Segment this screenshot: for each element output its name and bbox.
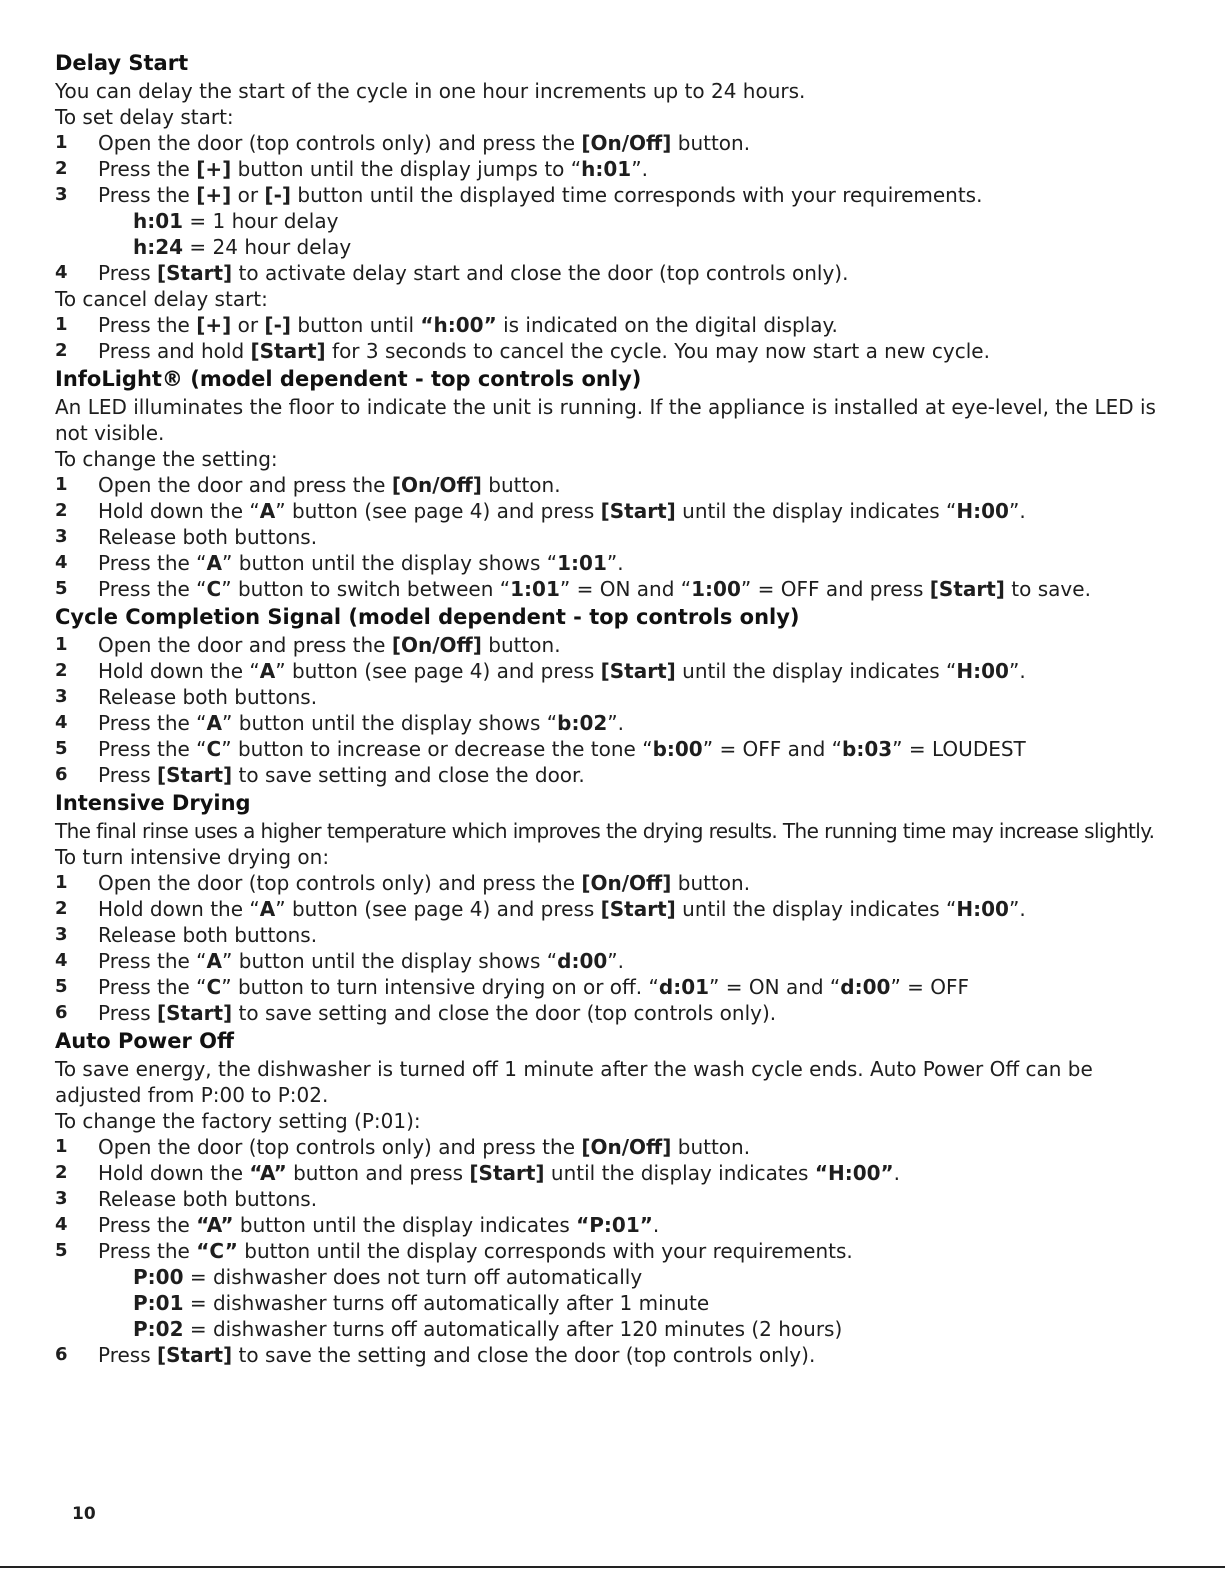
step-item — [55, 312, 1165, 338]
emphasis-text: [Start] — [600, 499, 676, 523]
step-number: 5 — [55, 738, 68, 759]
text-run: Press — [98, 1001, 157, 1025]
emphasis-text: A — [206, 949, 223, 973]
emphasis-text: b:00 — [652, 737, 703, 761]
text-run: button and press — [286, 1161, 470, 1185]
text-run: Hold down the “ — [98, 659, 260, 683]
section-heading: Intensive Drying — [55, 791, 251, 815]
step-text — [98, 130, 750, 156]
text-run: to activate delay start and close the door (top controls only). — [232, 261, 849, 285]
text-run: To save energy, the dishwasher is turned off 1 minute after the wash cycle ends. Auto Power Off can be adjusted from P:00 to P:02. — [55, 1057, 1093, 1107]
paragraph — [55, 286, 1165, 312]
step-number: 3 — [55, 924, 68, 945]
emphasis-text: “h:00” — [420, 313, 497, 337]
text-run: Open the door (top controls only) and press the — [98, 1135, 582, 1159]
step-item — [55, 1212, 1165, 1238]
step-item — [55, 498, 1165, 524]
text-run: To change the setting: — [55, 447, 278, 471]
text-run: Release both buttons. — [98, 1187, 318, 1211]
step-item — [55, 524, 1165, 550]
emphasis-text: [On/Off] — [581, 871, 672, 895]
text-run: until the display indicates — [544, 1161, 815, 1185]
step-number: 4 — [55, 552, 68, 573]
text-run: is indicated on the digital display. — [496, 313, 838, 337]
step-text — [98, 974, 969, 1000]
step-number: 2 — [55, 158, 68, 179]
step-item — [55, 130, 1165, 156]
emphasis-text: [On/Off] — [581, 131, 672, 155]
text-run: button until the display corresponds with your requirements. — [237, 1239, 853, 1263]
text-run: Press — [98, 261, 157, 285]
step-text — [98, 550, 624, 576]
section-infolight — [55, 364, 1165, 602]
step-text — [98, 684, 317, 710]
emphasis-text: [Start] — [600, 659, 676, 683]
text-run: Press the — [98, 183, 197, 207]
text-run: ”. — [631, 157, 648, 181]
text-run: ” button (see page 4) and press — [275, 897, 601, 921]
text-run: Press the “ — [98, 711, 207, 735]
text-run: button until the displayed time corresponds with your requirements. — [291, 183, 983, 207]
step-item — [55, 576, 1165, 602]
page-number: 10 — [72, 1504, 96, 1524]
text-run: Press the “ — [98, 975, 207, 999]
step-text — [98, 260, 848, 286]
text-run: . — [652, 1213, 660, 1237]
text-run: or — [231, 313, 265, 337]
text-run: Open the door and press the — [98, 473, 392, 497]
text-run: button. — [481, 633, 561, 657]
paragraph — [55, 394, 1165, 446]
text-run: Press and hold — [98, 339, 251, 363]
text-run: ” = OFF and press — [740, 577, 930, 601]
bottom-rule — [0, 1566, 1225, 1568]
section-heading: Auto Power Off — [55, 1029, 234, 1053]
step-text — [98, 762, 585, 788]
text-run: Press the — [98, 1239, 197, 1263]
text-run: Release both buttons. — [98, 923, 318, 947]
step-number: 2 — [55, 660, 68, 681]
setting-value-line — [55, 1264, 1165, 1290]
text-run: ” = LOUDEST — [892, 737, 1026, 761]
emphasis-text: [On/Off] — [391, 633, 482, 657]
emphasis-text: H:00 — [956, 499, 1009, 523]
text-run: button. — [671, 871, 751, 895]
step-text — [98, 1342, 815, 1368]
paragraph — [55, 844, 1165, 870]
text-run: = dishwasher turns off automatically after 1 minute — [183, 1291, 710, 1315]
step-number: 2 — [55, 898, 68, 919]
text-run: for 3 seconds to cancel the cycle. You may now start a new cycle. — [325, 339, 990, 363]
text-run: ” button until the display shows “ — [222, 551, 558, 575]
emphasis-text: h:01 — [581, 157, 632, 181]
text-run: ” button to switch between “ — [221, 577, 511, 601]
text-run: button. — [671, 131, 751, 155]
emphasis-text: [Start] — [600, 897, 676, 921]
step-text — [98, 632, 561, 658]
step-number: 2 — [55, 1162, 68, 1183]
text-run: button. — [671, 1135, 751, 1159]
emphasis-text: [Start] — [157, 763, 233, 787]
emphasis-text: A — [206, 711, 223, 735]
text-run: to save. — [1004, 577, 1091, 601]
step-text — [98, 1160, 900, 1186]
text-run: Press the — [98, 313, 197, 337]
emphasis-text: P:02 — [133, 1317, 184, 1341]
step-text — [98, 658, 1026, 684]
step-number: 5 — [55, 976, 68, 997]
emphasis-text: [On/Off] — [391, 473, 482, 497]
emphasis-text: [Start] — [929, 577, 1005, 601]
emphasis-text: h:24 — [133, 235, 184, 259]
text-run: button until the display jumps to “ — [231, 157, 582, 181]
step-number: 5 — [55, 1240, 68, 1261]
step-item — [55, 684, 1165, 710]
text-run: to save the setting and close the door (top controls only). — [232, 1343, 816, 1367]
emphasis-text: P:01 — [133, 1291, 184, 1315]
emphasis-text: d:00 — [840, 975, 891, 999]
step-text — [98, 498, 1026, 524]
text-run: Press the — [98, 157, 197, 181]
step-number: 4 — [55, 712, 68, 733]
text-run: to save setting and close the door. — [232, 763, 585, 787]
step-number: 6 — [55, 764, 68, 785]
step-item — [55, 632, 1165, 658]
step-item — [55, 1238, 1165, 1264]
step-item — [55, 472, 1165, 498]
step-item — [55, 182, 1165, 208]
emphasis-text: “C” — [196, 1239, 238, 1263]
step-number: 4 — [55, 1214, 68, 1235]
text-run: Press the “ — [98, 577, 207, 601]
step-item — [55, 338, 1165, 364]
step-number: 5 — [55, 578, 68, 599]
text-run: ” = ON and “ — [559, 577, 692, 601]
setting-value-line — [55, 1316, 1165, 1342]
text-run: Release both buttons. — [98, 685, 318, 709]
text-run: ”. — [1008, 659, 1026, 683]
text-run: Press the “ — [98, 949, 207, 973]
emphasis-text: [-] — [264, 313, 292, 337]
step-number: 1 — [55, 634, 68, 655]
step-number: 1 — [55, 872, 68, 893]
section-intensive-drying — [55, 788, 1165, 1026]
text-run: ” = OFF and “ — [702, 737, 843, 761]
step-item — [55, 1000, 1165, 1026]
text-run: until the display indicates “ — [675, 897, 957, 921]
step-number: 6 — [55, 1344, 68, 1365]
emphasis-text: [-] — [264, 183, 292, 207]
emphasis-text: “A” — [196, 1213, 234, 1237]
emphasis-text: C — [206, 975, 222, 999]
step-number: 3 — [55, 526, 68, 547]
emphasis-text: [Start] — [250, 339, 326, 363]
text-run: ” button until the display shows “ — [222, 949, 558, 973]
emphasis-text: “A” — [249, 1161, 287, 1185]
step-item — [55, 736, 1165, 762]
text-run: The final rinse uses a higher temperature which improves the drying results. The running time may increase slightly. — [55, 819, 1155, 843]
step-item — [55, 1186, 1165, 1212]
text-run: To cancel delay start: — [55, 287, 268, 311]
setting-value-line — [55, 234, 1165, 260]
emphasis-text: b:02 — [557, 711, 608, 735]
text-run: Hold down the — [98, 1161, 250, 1185]
step-text — [98, 948, 624, 974]
text-run: ”. — [607, 711, 624, 735]
step-text — [98, 1000, 776, 1026]
text-run: Press the “ — [98, 737, 207, 761]
section-heading: Cycle Completion Signal (model dependent - top controls only) — [55, 605, 800, 629]
text-run: button until the display indicates — [233, 1213, 577, 1237]
emphasis-text: P:00 — [133, 1265, 184, 1289]
step-text — [98, 472, 561, 498]
section-cycle-completion-signal — [55, 602, 1165, 788]
step-item — [55, 658, 1165, 684]
text-run: Hold down the “ — [98, 897, 260, 921]
text-run: ” = ON and “ — [709, 975, 841, 999]
emphasis-text: “H:00” — [814, 1161, 894, 1185]
step-item — [55, 1134, 1165, 1160]
step-item — [55, 896, 1165, 922]
emphasis-text: [Start] — [469, 1161, 545, 1185]
text-run: Hold down the “ — [98, 499, 260, 523]
step-text — [98, 312, 838, 338]
text-run: ”. — [606, 551, 624, 575]
paragraph — [55, 1108, 1165, 1134]
step-number: 4 — [55, 262, 68, 283]
paragraph — [55, 1056, 1165, 1108]
step-text — [98, 576, 1091, 602]
text-run: = 1 hour delay — [183, 209, 339, 233]
step-text — [98, 736, 1026, 762]
text-run: Open the door and press the — [98, 633, 392, 657]
text-run: ” button (see page 4) and press — [275, 659, 601, 683]
text-run: ” = OFF — [890, 975, 970, 999]
step-item — [55, 948, 1165, 974]
step-text — [98, 896, 1026, 922]
emphasis-text: A — [259, 499, 276, 523]
text-run: ” button (see page 4) and press — [275, 499, 601, 523]
step-number: 3 — [55, 1188, 68, 1209]
text-run: = 24 hour delay — [183, 235, 352, 259]
text-run: button. — [481, 473, 561, 497]
text-run: or — [231, 183, 265, 207]
text-run: Press — [98, 763, 157, 787]
text-run: ” button to turn intensive drying on or off. “ — [221, 975, 659, 999]
text-run: ”. — [1008, 897, 1026, 921]
emphasis-text: A — [259, 897, 276, 921]
step-number: 1 — [55, 474, 68, 495]
text-run: An LED illuminates the floor to indicate the unit is running. If the appliance is installed at eye-level, the LED is not visible. — [55, 395, 1156, 445]
step-number: 1 — [55, 314, 68, 335]
text-run: until the display indicates “ — [675, 499, 957, 523]
text-run: . — [893, 1161, 901, 1185]
emphasis-text: [Start] — [157, 1343, 233, 1367]
step-text — [98, 1186, 317, 1212]
emphasis-text: [+] — [196, 183, 232, 207]
text-run: = dishwasher turns off automatically after 120 minutes (2 hours) — [183, 1317, 843, 1341]
step-text — [98, 1212, 659, 1238]
step-text — [98, 1238, 853, 1264]
emphasis-text: [On/Off] — [581, 1135, 672, 1159]
step-number: 6 — [55, 1002, 68, 1023]
paragraph — [55, 818, 1165, 844]
step-text — [98, 710, 624, 736]
manual-page — [55, 48, 1165, 1368]
step-item — [55, 974, 1165, 1000]
step-text — [98, 182, 982, 208]
emphasis-text: h:01 — [133, 209, 184, 233]
step-text — [98, 870, 750, 896]
text-run: Press the — [98, 1213, 197, 1237]
emphasis-text: C — [206, 737, 222, 761]
step-number: 2 — [55, 500, 68, 521]
text-run: To set delay start: — [55, 105, 234, 129]
emphasis-text: H:00 — [956, 659, 1009, 683]
step-item — [55, 710, 1165, 736]
emphasis-text: 1:01 — [557, 551, 607, 575]
step-item — [55, 870, 1165, 896]
emphasis-text: A — [206, 551, 223, 575]
text-run: Press the “ — [98, 551, 207, 575]
emphasis-text: H:00 — [956, 897, 1009, 921]
step-text — [98, 338, 990, 364]
setting-value-line — [55, 208, 1165, 234]
text-run: until the display indicates “ — [675, 659, 957, 683]
step-number: 1 — [55, 1136, 68, 1157]
section-auto-power-off — [55, 1026, 1165, 1368]
emphasis-text: [Start] — [157, 1001, 233, 1025]
emphasis-text: 1:01 — [510, 577, 560, 601]
emphasis-text: [Start] — [157, 261, 233, 285]
step-item — [55, 1342, 1165, 1368]
emphasis-text: A — [259, 659, 276, 683]
setting-value-line — [55, 1290, 1165, 1316]
emphasis-text: d:00 — [557, 949, 608, 973]
step-item — [55, 1160, 1165, 1186]
step-number: 2 — [55, 340, 68, 361]
paragraph — [55, 446, 1165, 472]
step-number: 4 — [55, 950, 68, 971]
step-text — [98, 922, 317, 948]
text-run: Open the door (top controls only) and press the — [98, 131, 582, 155]
text-run: = dishwasher does not turn off automatically — [183, 1265, 643, 1289]
text-run: button until — [291, 313, 421, 337]
paragraph — [55, 78, 1165, 104]
text-run: ”. — [1008, 499, 1026, 523]
section-delay-start — [55, 48, 1165, 364]
text-run: Open the door (top controls only) and press the — [98, 871, 582, 895]
text-run: ”. — [607, 949, 624, 973]
emphasis-text: d:01 — [658, 975, 710, 999]
section-heading: Delay Start — [55, 51, 189, 75]
step-item — [55, 550, 1165, 576]
text-run: Release both buttons. — [98, 525, 318, 549]
step-number: 1 — [55, 132, 68, 153]
step-text — [98, 524, 317, 550]
text-run: Press — [98, 1343, 157, 1367]
text-run: To turn intensive drying on: — [55, 845, 330, 869]
emphasis-text: “P:01” — [576, 1213, 653, 1237]
step-number: 3 — [55, 686, 68, 707]
text-run: You can delay the start of the cycle in one hour increments up to 24 hours. — [55, 79, 806, 103]
text-run: To change the factory setting (P:01): — [55, 1109, 421, 1133]
step-item — [55, 260, 1165, 286]
step-item — [55, 762, 1165, 788]
text-run: to save setting and close the door (top controls only). — [232, 1001, 777, 1025]
paragraph — [55, 104, 1165, 130]
step-text — [98, 156, 648, 182]
text-run: ” button to increase or decrease the tone “ — [221, 737, 653, 761]
step-item — [55, 922, 1165, 948]
step-item — [55, 156, 1165, 182]
step-number: 3 — [55, 184, 68, 205]
emphasis-text: C — [206, 577, 222, 601]
step-text — [98, 1134, 750, 1160]
section-heading: InfoLight® (model dependent - top controls only) — [55, 367, 642, 391]
emphasis-text: [+] — [196, 157, 232, 181]
text-run: ” button until the display shows “ — [222, 711, 558, 735]
emphasis-text: b:03 — [842, 737, 893, 761]
emphasis-text: [+] — [196, 313, 232, 337]
emphasis-text: 1:00 — [691, 577, 741, 601]
